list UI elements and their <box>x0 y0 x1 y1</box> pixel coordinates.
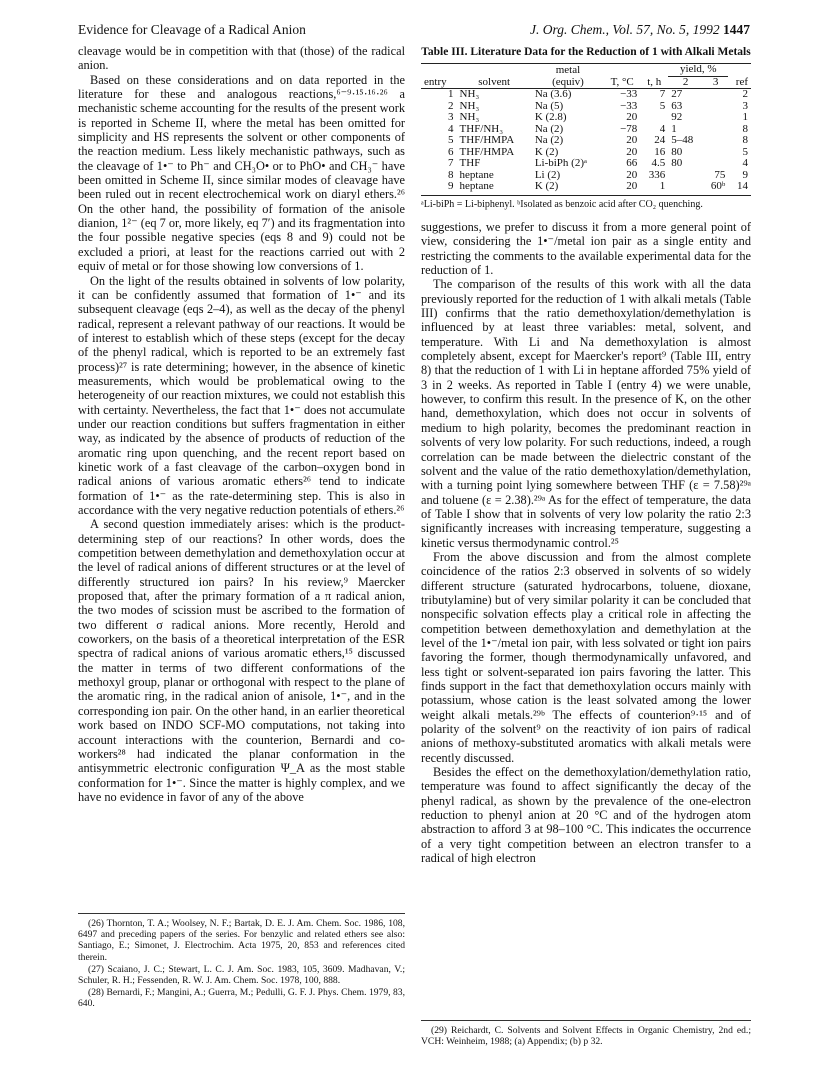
cell-ref: 8 <box>742 122 748 135</box>
body-paragraph: From the above discussion and from the almost complete coincidence of the ratios 2:3 observed in solvents of so widely different structure (saturated hydrocarbons, toluene, dioxane, tributylamine) but of very similar polarity it can be concluded that nonspecific solvation effects play a critical role in affecting the competition between demethoxylation and demethylation at the level of the 1•⁻/metal ion pair, with less solvated or tight ion pairs favoring the former, though thermodynamically unfavored, and less tight or solvent-separated ion pairs favoring the latter. This finds support in the fact that demethoxylation occurs mainly with potassium, whose cation is the least solvated among the lower weight alkali metals.²⁹ᵇ The effects of counterion⁹·¹⁵ and of polarity of the solvent⁹ on the reactivity of ion pairs of radical anions of methoxy-substituted aromatics with alkali metals were recently discussed. <box>421 549 751 765</box>
table-iii <box>421 46 751 210</box>
cell-time: 5 <box>659 99 666 112</box>
journal-volume: Vol. 57, No. 5, 1992 <box>612 22 720 37</box>
cell-y3 <box>703 89 728 101</box>
cell-time <box>640 112 668 124</box>
cell-time: 7 <box>659 88 666 100</box>
cell-time: 24 <box>654 134 666 146</box>
cell-y2: 80 <box>671 157 683 169</box>
cell-y2 <box>668 181 703 195</box>
cell-ref: 5 <box>742 145 748 158</box>
cell-temp: 20 <box>626 145 638 158</box>
cell-temp: 20 <box>626 168 638 181</box>
cell-entry: 2 <box>448 99 454 112</box>
col-entry <box>421 64 457 77</box>
cell-metal: Na (5) <box>534 99 564 112</box>
cell-time: 4 <box>659 122 666 135</box>
cell-y2: 92 <box>671 111 683 123</box>
cell-y3 <box>703 158 728 170</box>
cell-y2: 1 <box>671 122 677 135</box>
cell-y2 <box>668 170 703 182</box>
cell-solvent: NH₃ <box>459 88 480 100</box>
cell-metal: K (2) <box>532 181 604 195</box>
table-body <box>421 89 751 196</box>
cell-time: 4.5 <box>651 157 666 169</box>
cell-temp: 20 <box>604 181 640 195</box>
body-paragraph: The comparison of the results of this work with all the data previously reported for the reduction of 1 with alkali metals (Table III) confirms that the ratio demethoxylation/demethylation is influenced by at least three variables: metal, solvent, and temperature. With Li and Na demethoxylation is almost completely absent, except for Maercker's report⁹ (Table III, entry 8) that the reduction of 1 with Li in heptane afforded 75% yield of 3 in 2 weeks. As reported in Table I (entry 4) we were unable, however, to confirm this result. In the presence of K, on the other hand, demethoxylation, which does not occur in solvents of medium to high polarity, becomes the predominant reaction in solvents of very low polarity. For such reductions, indeed, a rough correlation can be made between the dielectric constant of the solvent and the value of the ratio demethoxylation/demethylation, with a turning point lying somewhere between THF (ε = 7.58)²⁹ᵃ and toluene (ε = 2.38).²⁹ᵃ As for the effect of temperature, the data of Table I show that in solvents of very low polarity the ratio 2:3 significantly increases with increasing temperature, suggesting a kinetic versus thermodynamic control.²⁵ <box>421 277 751 550</box>
col-entry-label: entry <box>421 76 457 89</box>
right-footnotes <box>421 1020 751 1048</box>
journal-citation <box>530 22 750 38</box>
cell-solvent: THF/NH₃ <box>459 122 504 135</box>
cell-ref: 9 <box>742 168 748 181</box>
table-row <box>421 112 751 124</box>
cell-metal: K (2) <box>534 145 559 158</box>
col-yield: yield, % <box>668 64 728 77</box>
literature-data-table <box>421 63 751 196</box>
table-row <box>421 89 751 101</box>
col-yield2-label: 2 <box>668 76 703 89</box>
table-row <box>421 135 751 147</box>
cell-y3: 60ᵇ <box>703 181 728 195</box>
running-title: Evidence for Cleavage of a Radical Anion <box>78 22 306 37</box>
body-paragraph: Besides the effect on the demethoxylation/demethylation ratio, temperature was found to affect significantly the decay of the phenyl radical, as shown by the prevalence of the one-electron reduction to phenyl anion at 20 °C and of the hydrogen atom abstraction to afford 3 at 98–100 °C. This indicates the occurrence of a very tight competition between an electron transfer to a radical of high electron <box>421 765 751 866</box>
cell-y3 <box>703 147 728 159</box>
body-paragraph: cleavage would be in competition with that (those) of the radical anion. <box>78 44 405 73</box>
cell-time: 1 <box>640 181 668 195</box>
cell-ref: 8 <box>742 134 748 146</box>
body-paragraph: A second question immediately arises: which is the product-determining step of our reactions? In other words, does the competition between demethylation and demethoxylation occur at the level of radical anions of different structures or at the level of differently structured ion pairs? In his review,⁹ Maercker proposed that, after the primary formation of a π radical anion, the two modes of scission must be ascribed to the formation of two different σ radical anions. More recently, Herold and coworkers, on the basis of a theoretical interpretation of the ESR spectra of radical anions of various aromatic ethers,¹⁵ discussed the matter in terms of two different conformations of the methoxyl group, planar or orthogonal with respect to the plane of the aromatic ring, in the radical anion of anisole, 1•⁻, and in the corresponding ion pair. On the other hand, in an earlier theoretical work based on INDO SCF-MO computations, not taking into account interactions with the counterion, Bernardi and co-workers²⁸ had indicated the planar conformation in the antisymmetric electronic configuration Ψ_A as the most stable conformation for 1•⁻. Since the matter is highly complex, and we have no evidence in favor of any of the above <box>78 517 405 804</box>
cell-metal: Li (2) <box>534 168 561 181</box>
journal-name: J. Org. Chem., <box>529 22 609 37</box>
col-ref-label: ref <box>728 76 751 89</box>
footnote-rule <box>78 913 405 914</box>
col-time-label: t, h <box>640 76 668 89</box>
left-footnotes <box>78 913 405 1011</box>
cell-y2: 63 <box>671 99 683 112</box>
cell-y3 <box>703 124 728 136</box>
col-temp-label: T, °C <box>604 76 640 89</box>
table-title: Table III. Literature Data for the Reduction of 1 with Alkali Metals <box>421 46 751 58</box>
body-paragraph: On the light of the results obtained in solvents of low polarity, it can be confidently assumed that formation of 1•⁻ and its subsequent cleavage (eqs 2–4), as well as the decay of the phenyl radical, represent a relevant pathway of our reactions. It would be of interest to establish which of these steps (except for the decay of the phenyl radical, which is reported to be an extremely fast process)²⁷ is rate determining; however, in the absence of kinetic measurements, which would be problematical owing to the heterogeneity of our reaction mixtures, we could not establish this with certainty. Nevertheless, the fact that 1•⁻ does not accumulate under our reaction conditions but suffers fragmentation in either way, as indicated by the absence of products of reduction of the aromatic ring upon quenching, and the recent report based on kinetic work of a fast cleavage of the carbon–oxygen bond in radical anions of various aromatic ethers²⁶ tend to indicate formation of 1•⁻ as the rate-determining step. This is also in accordance with the very negative reduction potentials of ethers.²⁶ <box>78 273 405 517</box>
cell-solvent: THF <box>459 157 481 169</box>
cell-entry: 9 <box>421 181 457 195</box>
cell-temp: 66 <box>626 157 638 169</box>
footnote-rule <box>421 1020 751 1021</box>
cell-temp: −33 <box>620 99 638 112</box>
footnote: (27) Scaiano, J. C.; Stewart, L. C. J. Am. Soc. 1983, 105, 3609. Madhavan, V.; Schuler, R. H.; Fessenden, R. W. J. Am. Chem. Soc. 1978, 100, 888. <box>78 963 405 987</box>
footnote: (29) Reichardt, C. Solvents and Solvent Effects in Organic Chemistry, 2nd ed.; VCH: Weinheim, 1988; (a) Appendix; (b) p 32. <box>421 1025 751 1048</box>
cell-y3 <box>703 135 728 147</box>
cell-y3: 75 <box>714 168 726 181</box>
cell-ref: 14 <box>728 181 751 195</box>
body-paragraph: Based on these considerations and on data reported in the literature for these and analogous reactions,⁶⁻⁹·¹⁵·¹⁶·²⁶ a mechanistic scheme accounting for the results of the present work is reported in Scheme II, where the metal has been omitted for simplicity and HS represents the solvent or other components of the reaction medium. Less likely mechanistic pathways, such as the cleavage of 1•⁻ to Ph⁻ and CH₃O• or to PhO• and CH₃⁻ have been omitted in Scheme II, since similar modes of cleavage have been ruled out in recent electrochemical work on diaryl ethers.²⁶ On the other hand, the possibility of formation of the anisole dianion, 1²⁻ (eq 7 or, more likely, eq 7′) and its fragmentation into the four possible negative species (eqs 8 and 9) could not be excluded a priori, at least for the reactions carried out with 2 equiv of metal or for those showing low conversions of 1. <box>78 72 405 274</box>
cell-solvent: NH₃ <box>459 99 480 112</box>
cell-y3 <box>703 101 728 113</box>
cell-temp: −33 <box>620 88 638 100</box>
cell-solvent: NH₃ <box>459 111 480 123</box>
cell-metal: Li-biPh (2)ᵃ <box>534 157 588 169</box>
cell-entry: 5 <box>448 134 454 146</box>
cell-metal: Na (2) <box>534 122 564 135</box>
cell-solvent: heptane <box>457 181 532 195</box>
table-row <box>421 181 751 195</box>
page-number: 1447 <box>723 22 750 37</box>
cell-ref: 4 <box>742 157 748 169</box>
body-paragraph: suggestions, we prefer to discuss it from a more general point of view, considering the 1•⁻/metal ion pair as a single entity and restricting the comments to the available experimental data for the reduction of 1. <box>421 220 751 278</box>
running-header <box>78 22 750 42</box>
col-solvent <box>457 64 532 77</box>
cell-entry: 7 <box>448 157 454 169</box>
cell-entry: 4 <box>448 122 454 135</box>
cell-solvent: heptane <box>459 168 494 181</box>
cell-temp: 20 <box>626 111 638 123</box>
cell-entry: 3 <box>448 111 454 123</box>
cell-temp: 20 <box>626 134 638 146</box>
table-footnote: ᵃLi-biPh = Li-biphenyl. ᵇIsolated as benzoic acid after CO₂ quenching. <box>421 198 703 210</box>
cell-ref: 3 <box>742 99 748 112</box>
cell-solvent: THF/HMPA <box>459 145 515 158</box>
cell-metal: Na (3.6) <box>534 88 572 100</box>
cell-y3 <box>703 112 728 124</box>
cell-metal: Na (2) <box>534 134 564 146</box>
cell-solvent: THF/HMPA <box>459 134 515 146</box>
table-row <box>421 158 751 170</box>
cell-entry: 1 <box>448 88 454 100</box>
cell-metal: K (2.8) <box>534 111 567 123</box>
col-yield3-label: 3 <box>703 76 728 89</box>
col-metal: metal <box>532 64 604 77</box>
cell-y2: 5–48 <box>671 134 694 146</box>
cell-entry: 8 <box>448 168 454 181</box>
right-column-text <box>421 220 751 865</box>
cell-ref: 1 <box>742 111 748 123</box>
col-equiv-label: (equiv) <box>532 76 604 89</box>
footnote: (26) Thornton, T. A.; Woolsey, N. F.; Bartak, D. E. J. Am. Chem. Soc. 1986, 108, 6497 and preceding papers of the series. For benzylic and related ethers see also: Santiago, E.; Simonet, J. Electrochim. Acta 1975, 20, 853 and references cited therein. <box>78 918 405 963</box>
cell-time: 16 <box>654 145 666 158</box>
cell-ref: 2 <box>742 88 748 100</box>
right-column <box>421 44 751 865</box>
left-column <box>78 44 405 804</box>
cell-temp: −78 <box>620 122 638 135</box>
cell-entry: 6 <box>448 145 454 158</box>
footnote: (28) Bernardi, F.; Mangini, A.; Guerra, M.; Pedulli, G. F. J. Phys. Chem. 1979, 83, 640. <box>78 987 405 1010</box>
cell-time: 336 <box>648 168 666 181</box>
cell-y2: 27 <box>671 88 683 100</box>
col-solvent-label: solvent <box>457 76 532 89</box>
cell-y2: 80 <box>671 145 683 158</box>
